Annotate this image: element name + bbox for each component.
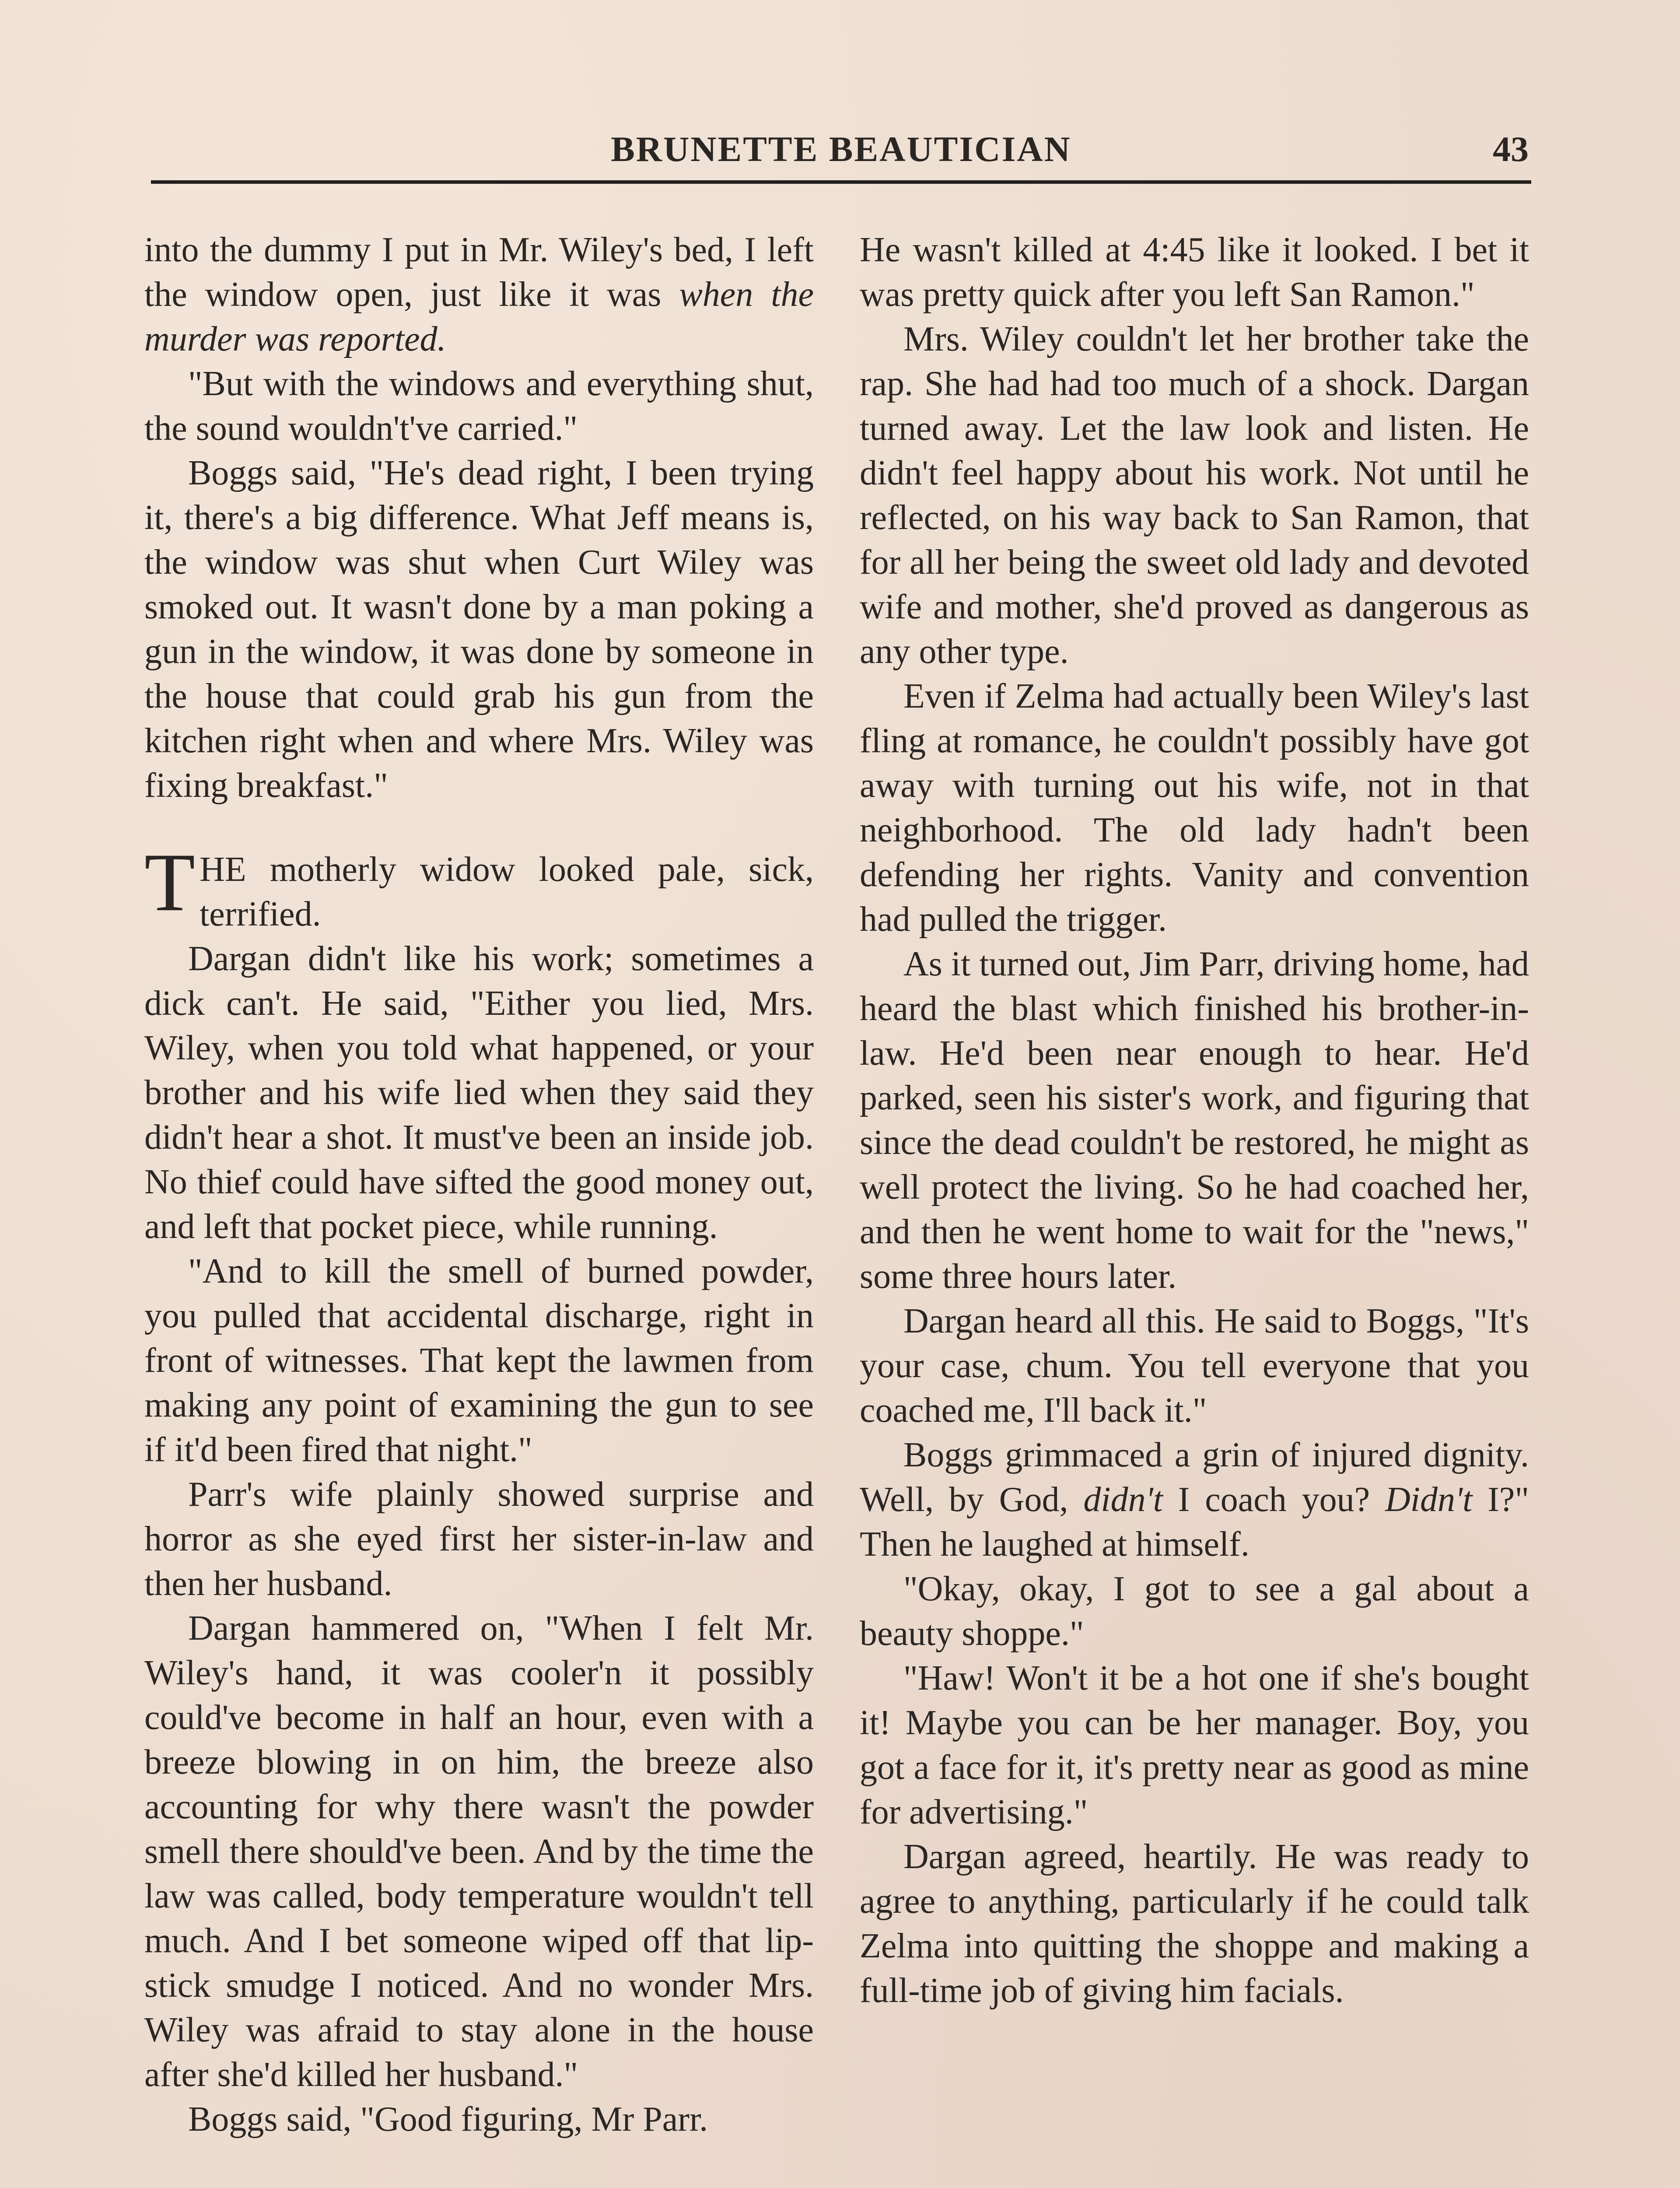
italic-text: when the murder was reported. (144, 275, 814, 358)
right-column (860, 228, 1529, 2013)
paragraph: Dargan agreed, heartily. He was ready to agree to anything, particularly if he could talk Zelma into quitting the shoppe and making a full-time job of giving him facials. (860, 1837, 1529, 2010)
paragraph: As it turned out, Jim Parr, driving home, had heard the blast which finished his brother-in-law. He'd been near enough to hear. He'd parked, seen his sister's work, and figuring that since the dead couldn't be restored, he might as well protect the living. So he had coached her, and then he went home to wait for the "news," some three hours later. (860, 945, 1529, 1296)
header-rule (151, 180, 1531, 184)
paragraph (144, 228, 814, 361)
italic-text: Didn't (1385, 1480, 1473, 1519)
paragraph-text: I coach you? (1162, 1480, 1385, 1519)
page-number: 43 (1493, 129, 1529, 169)
paragraph: Dargan heard all this. He said to Boggs, "It's your case, chum. You tell everyone that you coached me, I'll back it." (860, 1302, 1529, 1430)
paragraph-text: I?" Then he laughed at himself. (860, 1480, 1529, 1564)
paragraph: He wasn't killed at 4:45 like it looked. I bet it was pretty quick after you left San Ramon." (860, 231, 1529, 314)
paragraph (860, 1433, 1529, 1567)
paragraph-text: Boggs grimmaced a grin of injured dignity. Well, by God, (860, 1436, 1529, 1519)
paragraph: Even if Zelma had actually been Wiley's last fling at romance, he couldn't possibly have got away with turning out his wife, not in that neighborhood. The old lady hadn't been defending her rights. Vanity and convention had pulled the trigger. (860, 677, 1529, 939)
paragraph: "But with the windows and everything shut, the sound wouldn't've carried." (144, 365, 814, 448)
paragraph: Dargan hammered on, "When I felt Mr. Wiley's hand, it was cooler'n it possibly could've become in half an hour, even with a breeze blowing in on him, the breeze also accounting for why there wasn't the powder smell there should've been. And by the time the law was called, body temperature wouldn't tell much. And I bet someone wiped off that lipstick smudge I noticed. And no wonder Mrs. Wiley was afraid to stay alone in the house after she'd killed her husband." (144, 1609, 814, 2094)
paragraph-text: HE motherly widow looked pale, sick, terrified. (200, 850, 814, 933)
italic-text: didn't (1083, 1480, 1163, 1519)
paragraph: "And to kill the smell of burned powder, you pulled that accidental discharge, right in front of witnesses. That kept the lawmen from making any point of examining the gun to see if it'd been fired that night." (144, 1252, 814, 1469)
paragraph: "Okay, okay, I got to see a gal about a beauty shoppe." (860, 1570, 1529, 1653)
paragraph-text: into the dummy I put in Mr. Wiley's bed, I left the window open, just like it was (144, 231, 814, 314)
paragraph: Parr's wife plainly showed surprise and horror as she eyed first her sister-in-law and then her husband. (144, 1475, 814, 1603)
paragraph: "Haw! Won't it be a hot one if she's bought it! Maybe you can be her manager. Boy, you got a face for it, it's pretty near as good as mine for advertising." (860, 1659, 1529, 1831)
left-column (144, 228, 814, 2142)
paragraph: Boggs said, "He's dead right, I been trying it, there's a big difference. What Jeff means is, the window was shut when Curt Wiley was smoked out. It wasn't done by a man poking a gun in the window, it was done by someone in the house that could grab his gun from the kitchen right when and where Mrs. Wiley was fixing breakfast." (144, 454, 814, 805)
paragraph: Dargan didn't like his work; sometimes a dick can't. He said, "Either you lied, Mrs. Wiley, when you told what happened, or your brother and his wife lied when they said they didn't hear a shot. It must've been an inside job. No thief could have sifted the good money out, and left that pocket piece, while running. (144, 940, 814, 1246)
drop-cap: T (144, 837, 196, 929)
section-opening-paragraph (144, 837, 814, 936)
page-header (151, 123, 1531, 179)
paragraph: Mrs. Wiley couldn't let her brother take the rap. She had had too much of a shock. Dargan turned away. Let the law look and listen. He didn't feel happy about his work. Not until he reflected, on his way back to San Ramon, that for all her being the sweet old lady and devoted wife and mother, she'd proved as dangerous as any other type. (860, 320, 1529, 671)
running-title: BRUNETTE BEAUTICIAN (611, 129, 1071, 169)
paragraph: Boggs said, "Good figuring, Mr Parr. (188, 2100, 708, 2139)
